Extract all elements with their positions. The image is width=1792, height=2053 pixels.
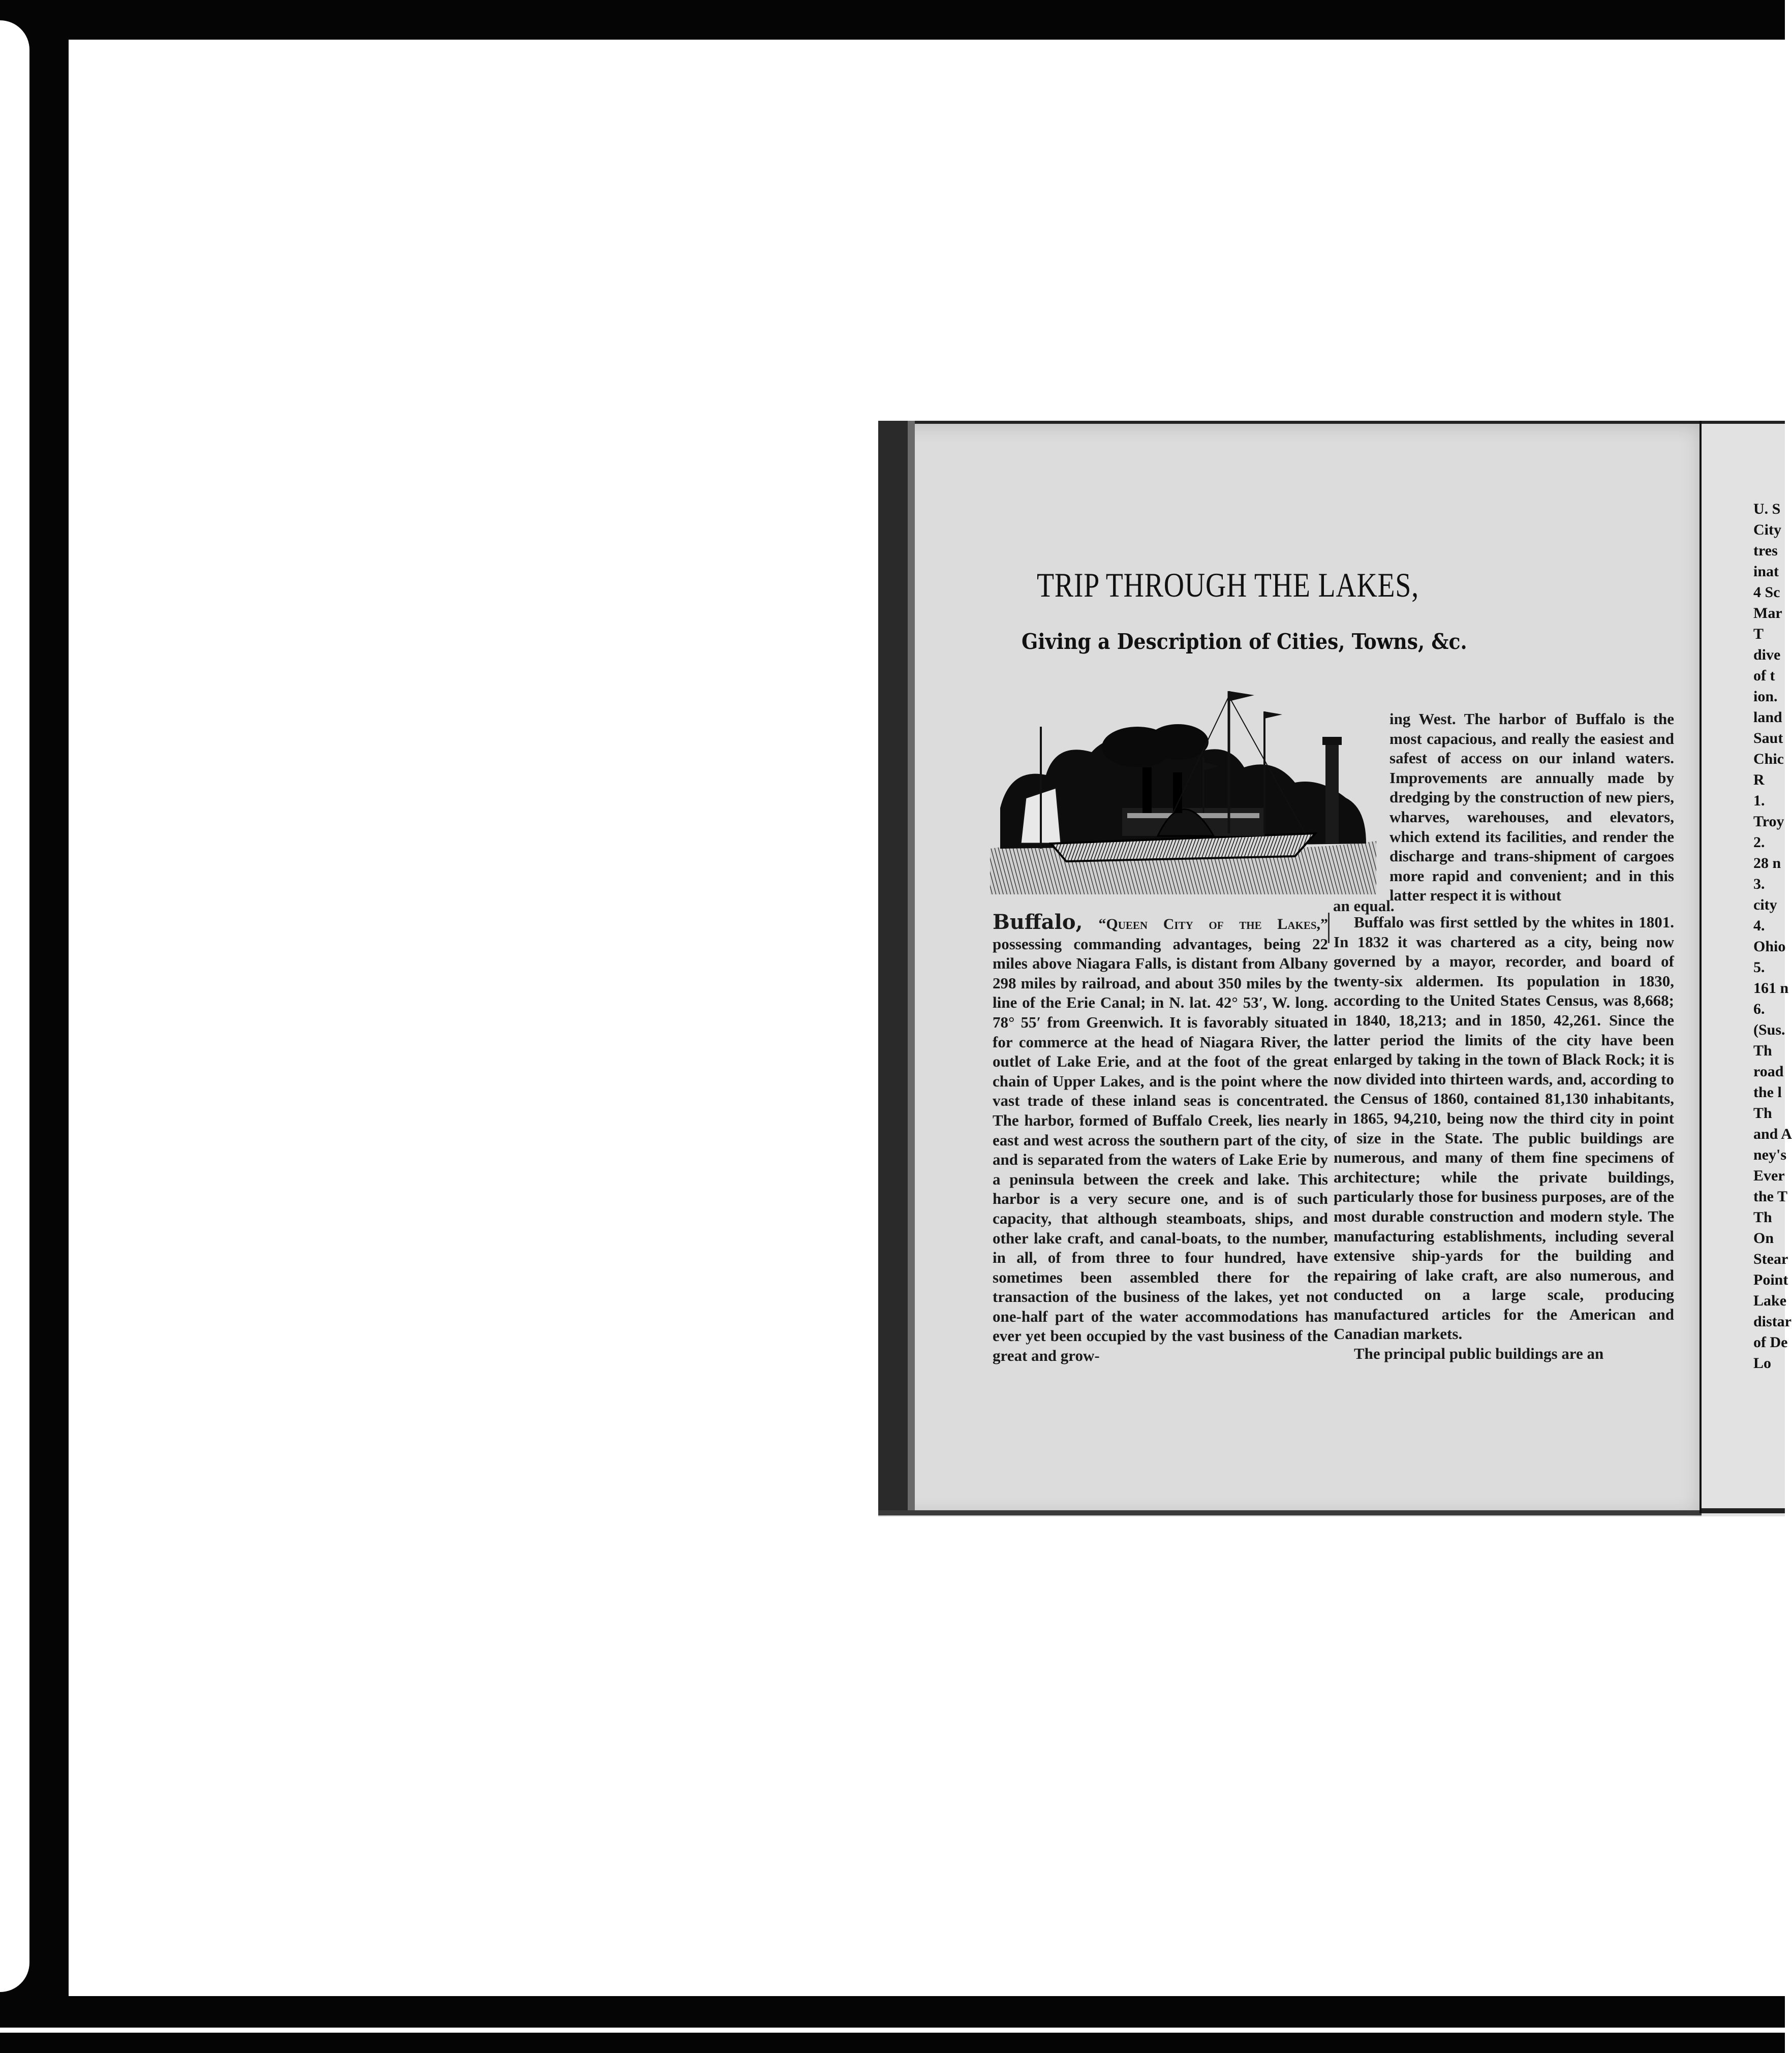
facing-page-fragment: city bbox=[1753, 896, 1777, 913]
facing-page-fragment: 6. bbox=[1753, 1001, 1765, 1017]
facing-page-fragment: dive bbox=[1753, 646, 1781, 663]
facing-page-fragment: the T bbox=[1753, 1188, 1787, 1205]
facing-page-fragment: Lo bbox=[1753, 1355, 1772, 1372]
column-divider bbox=[1328, 913, 1330, 943]
facing-page-fragment: Th bbox=[1753, 1209, 1772, 1226]
facing-page-fragment: 5. bbox=[1753, 959, 1765, 976]
page-subtitle: Giving a Description of Cities, Towns, &c. bbox=[1022, 629, 1467, 654]
facing-page-fragment: T bbox=[1753, 626, 1764, 642]
facing-page-fragment: Chic bbox=[1753, 751, 1784, 767]
facing-page-fragment: 161 n bbox=[1753, 980, 1789, 997]
facing-page-fragment: of t bbox=[1753, 667, 1775, 684]
facing-page-fragment: and A bbox=[1753, 1126, 1792, 1142]
facing-page-fragment: City bbox=[1753, 521, 1781, 538]
lead-word: Buffalo, bbox=[993, 910, 1083, 934]
buffalo-article-left bbox=[993, 910, 1328, 1366]
facing-page-fragment: distar bbox=[1753, 1313, 1791, 1330]
facing-page-fragment: On bbox=[1753, 1230, 1774, 1247]
film-edge-line bbox=[29, 30, 36, 1982]
facing-page-bottom-edge bbox=[1702, 1508, 1785, 1513]
facing-page-fragment: (Sus. bbox=[1753, 1021, 1785, 1038]
facing-page-fragment: 4. bbox=[1753, 917, 1765, 934]
continuation-line: an equal. bbox=[1333, 897, 1395, 915]
facing-page-fragment: ney's bbox=[1753, 1146, 1787, 1163]
facing-page-fragment: 3. bbox=[1753, 876, 1765, 892]
history-paragraph: Buffalo was first settled by the whites in 1801. In 1832 it was chartered as a city, being now governed by a mayor, recorder, and board of twenty-six aldermen. Its population in 1830, according to the United States Census, was 8,668; in 1840, 18,213; and in 1850, 42,261. Since the latter period the limits of the city have been enlarged by taking in the town of Black Rock; it is now divided into thirteen wards, and, according to the Census of 1860, contained 81,130 inhabitants, in 1865, 94,210, being now the third city in point of size in the State. The public buildings are numerous, and many of them fine specimens of architecture; while the private buildings, particularly those for business purposes, are of the most durable construction and modern style. The manufacturing establishments, including several extensive ship-yards for the building and repairing of lake craft, are also numerous, and conducted on a large scale, producing manufactured articles for the American and Canadian markets. bbox=[1334, 913, 1674, 1343]
facing-page-fragment: Stear bbox=[1753, 1251, 1788, 1267]
facing-page-fragment: Point bbox=[1753, 1271, 1788, 1288]
facing-page-fragment: Mar bbox=[1753, 605, 1782, 621]
facing-page-fragment: Troy bbox=[1753, 813, 1784, 830]
facing-page-fragment: 28 n bbox=[1753, 855, 1781, 872]
facing-page-fragment: road bbox=[1753, 1063, 1784, 1080]
book-spine bbox=[878, 421, 908, 1513]
nickname: “Queen City of the Lakes,” bbox=[1098, 916, 1328, 932]
facing-page-fragment: land bbox=[1753, 709, 1782, 726]
facing-page-fragment: U. S bbox=[1753, 501, 1781, 517]
buffalo-article-right bbox=[1334, 913, 1674, 1364]
buffalo-body: possessing commanding advantages, being 22 miles above Niagara Falls, is distant from Albany 298 miles by railroad, and about 350 miles by the line of the Erie Canal; in N. lat. 42° 53′, W. long. 78° 55′ from Greenwich. It is favorably situated for commerce at the head of Niagara River, the outlet of Lake Erie, and at the foot of the great chain of Upper Lakes, and is the point where the vast trade of these inland seas is concentrated. The harbor, formed of Buffalo Creek, lies nearly east and west across the southern part of the city, and is separated from the waters of Lake Erie by a peninsula between the creek and lake. This harbor is a very secure one, and is of such capacity, that although steamboats, ships, and other lake craft, and canal-boats, to the number, in all, of from three to four hundred, have sometimes been assembled there for the transaction of the business of the lakes, yet not one-half part of the water accommodations has ever yet been occupied by the vast business of the great and grow- bbox=[993, 935, 1328, 1365]
facing-page-fragment: of De bbox=[1753, 1334, 1788, 1351]
facing-page-fragment: inat bbox=[1753, 563, 1779, 580]
facing-page-fragment: Ever bbox=[1753, 1167, 1785, 1184]
facing-page-fragment: the l bbox=[1753, 1084, 1782, 1101]
buffalo-paragraph bbox=[993, 910, 1328, 1366]
page-bottom-edge bbox=[878, 1510, 1702, 1515]
page-title: TRIP THROUGH THE LAKES, bbox=[1037, 566, 1419, 604]
facing-page-fragment: tres bbox=[1753, 542, 1778, 559]
book-spine-edge bbox=[908, 421, 915, 1513]
buildings-paragraph: The principal public buildings are an bbox=[1354, 1345, 1604, 1363]
facing-page-fragment: ion. bbox=[1753, 688, 1778, 705]
film-frame-bottom bbox=[0, 1996, 1785, 2053]
top-right-column bbox=[1389, 709, 1674, 906]
facing-page-fragment: Ohio bbox=[1753, 938, 1786, 955]
film-bottom-stripe bbox=[0, 2028, 1785, 2033]
facing-page-fragment: 1. bbox=[1753, 792, 1765, 809]
facing-page-fragment: Th bbox=[1753, 1042, 1772, 1059]
steamboat-engraving bbox=[990, 681, 1376, 894]
film-edge-strip bbox=[0, 20, 29, 1992]
facing-page-fragment: 4 Sc bbox=[1753, 584, 1780, 601]
film-frame-top bbox=[0, 0, 1785, 40]
facing-page-fragment: Th bbox=[1753, 1105, 1772, 1122]
top-right-column-text: ing West. The harbor of Buffalo is the most capacious, and really the easiest and safest of access on our inland waters. Improvements are annually made by dredging by the construction of new piers, wharves, warehouses, and elevators, which extend its facilities, and render the discharge and trans-shipment of cargoes more rapid and convenient; and in this latter respect it is without bbox=[1389, 710, 1674, 905]
facing-page-fragment: 2. bbox=[1753, 834, 1765, 851]
facing-page-fragment: Lake bbox=[1753, 1292, 1787, 1309]
facing-page-fragment: Saut bbox=[1753, 730, 1783, 746]
facing-page-fragment: R bbox=[1753, 771, 1765, 788]
